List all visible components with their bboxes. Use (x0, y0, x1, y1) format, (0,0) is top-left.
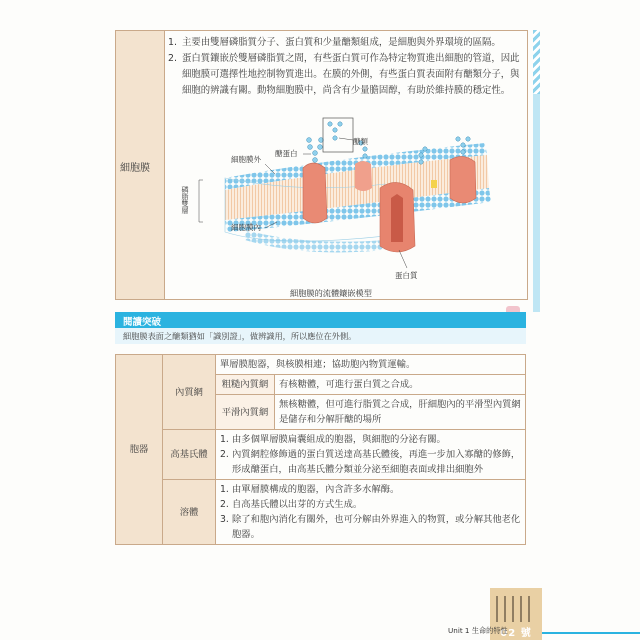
reading-tip-header (115, 312, 526, 328)
er-label: 內質網 (163, 355, 216, 430)
er-summary: 單層膜胞器，與核膜相連；協助胞內物質運輸。 (216, 355, 526, 375)
membrane-item-2 (168, 51, 520, 99)
front-heads (245, 230, 385, 252)
cell-membrane-label: 細胞膜 (120, 163, 150, 174)
fluid-mosaic-diagram (181, 118, 495, 288)
item-number: 1. (220, 434, 229, 445)
edge-stripe-decoration (533, 30, 540, 94)
list-item (220, 497, 521, 512)
lysosome-content (216, 480, 526, 545)
barcode-decoration (496, 596, 536, 622)
reading-tip-text: 細胞膜表面之醣類猶如「識別證」，做辨識用，所以應位在外側。 (123, 331, 357, 341)
golgi-label: 高基氏體 (163, 430, 216, 480)
sugar-label: 醣類 (353, 137, 368, 146)
unit-footer: Unit 1 生命的特性 (448, 626, 508, 635)
organelle-main-label: 胞器 (116, 355, 163, 545)
item-number: 1. (168, 37, 177, 48)
glycoprotein-label: 醣蛋白 (275, 149, 298, 158)
protein-shape-1 (303, 163, 327, 223)
item-text: 由單層膜構成的胞器，內含許多水解酶。 (232, 484, 400, 495)
footer-line (542, 632, 640, 634)
cell-membrane-content (168, 35, 520, 99)
item-number: 2. (220, 449, 229, 460)
inner-membrane-label: 細胞膜內 (231, 223, 261, 232)
item-text: 自高基氏體以出芽的方式生成。 (232, 499, 363, 510)
lysosome-label: 溶體 (163, 480, 216, 545)
membrane-item-1 (168, 35, 520, 51)
list-item (220, 512, 521, 542)
item-number: 2. (220, 499, 229, 510)
protein-channel (391, 194, 403, 242)
smooth-er-label: 平滑內質網 (216, 395, 275, 430)
reading-tip-title: 閱讀突破 (123, 317, 162, 328)
item-number: 1. (220, 484, 229, 495)
outer-membrane-label: 細胞膜外 (231, 155, 261, 164)
cell-membrane-label-cell (116, 31, 165, 299)
table-row (116, 355, 526, 375)
item-number: 3. (220, 514, 229, 525)
rough-er-text: 有核糖體，可進行蛋白質之合成。 (275, 375, 526, 395)
item-text: 蛋白質鑲嵌於雙層磷脂質之間，有些蛋白質可作為特定物質進出細胞的管道，因此細胞膜可選擇性地控制物質進出。在膜的外側，有些蛋白質表面附有醣類分子，與細胞的辨識有關。動物細胞膜中，尚含有少量膽固醇，有助於維持膜的穩定性。 (182, 53, 520, 96)
table-row (116, 480, 526, 545)
reading-tip-body (115, 328, 526, 344)
table-row (116, 430, 526, 480)
item-text: 內質網腔修飾過的蛋白質送達高基氏體後，再進一步加入寡醣的修飾，形成醣蛋白，由高基氏體分類並分泌至細胞表面或排出細胞外 (232, 449, 521, 475)
list-item (220, 482, 521, 497)
cholesterol-mark (431, 180, 437, 188)
list-item (220, 432, 521, 447)
edge-bar-decoration (533, 94, 540, 312)
bilayer-label: 磷脂雙層 (181, 186, 189, 214)
item-text: 由多個單層膜扁囊組成的胞器，與細胞的分泌有關。 (232, 434, 446, 445)
list-item (220, 447, 521, 477)
page-number: 02 號 (500, 628, 532, 639)
protein-shape-3 (450, 156, 476, 203)
item-text: 主要由雙層磷脂質分子、蛋白質和少量醣類組成，是細胞與外界環境的區隔。 (182, 37, 501, 48)
smooth-er-text: 無核糖體，但可進行脂質之合成，肝細胞內的平滑型內質網是儲存和分解肝醣的場所 (275, 395, 526, 430)
golgi-content (216, 430, 526, 480)
item-text: 除了和胞內消化有關外，也可分解由外界進入的物質，或分解其他老化胞器。 (232, 514, 521, 540)
protein-label: 蛋白質 (395, 271, 418, 280)
protein-shape-4 (355, 161, 372, 191)
diagram-caption: 細胞膜的流體鑲嵌模型 (290, 288, 372, 298)
item-number: 2. (168, 53, 177, 64)
rough-er-label: 粗糙內質網 (216, 375, 275, 395)
organelle-table (115, 354, 526, 545)
